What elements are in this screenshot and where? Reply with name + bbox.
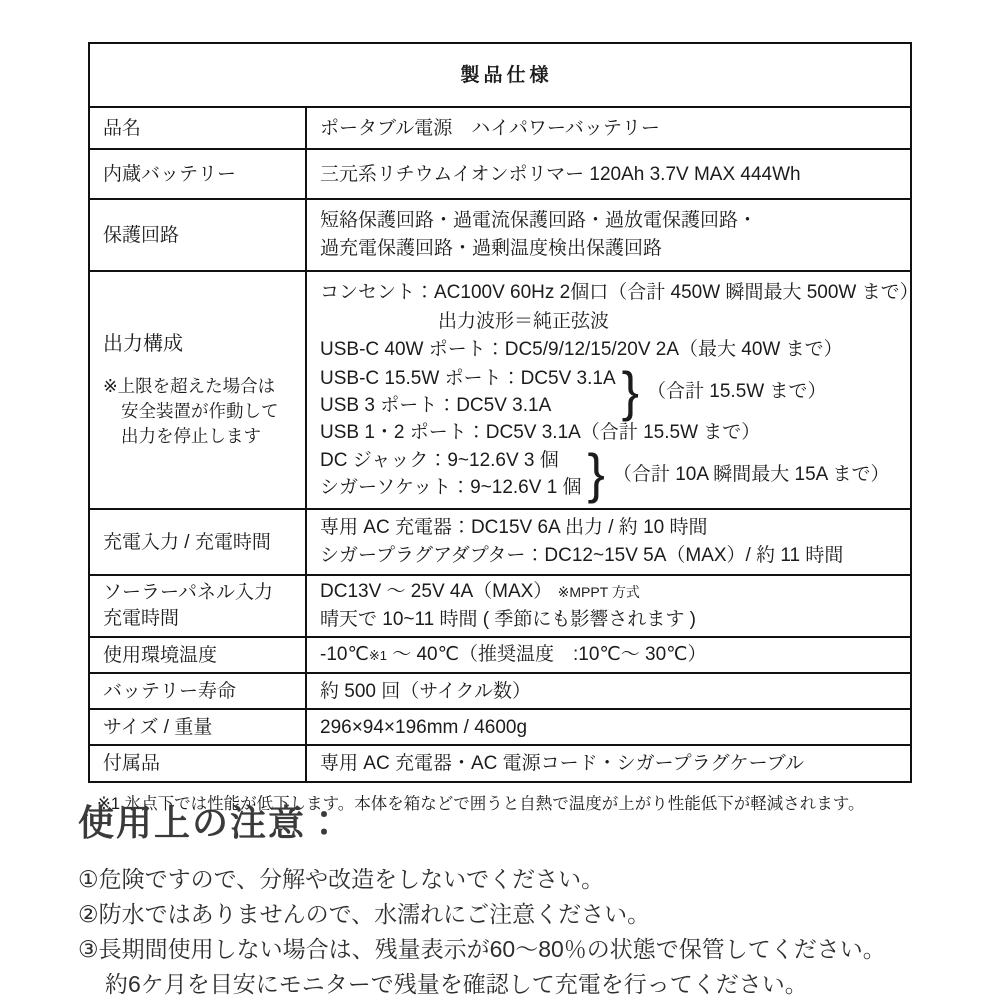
- spec-table-container: [88, 42, 919, 814]
- value-line: 専用 AC 充電器・AC 電源コード・シガープラグケーブル: [320, 753, 804, 774]
- row-value-product-name: [306, 107, 911, 149]
- brace-glyph: }: [621, 361, 640, 422]
- output-label: 出力構成: [103, 333, 183, 355]
- value-line: 短絡保護回路・過電流保護回路・過放電保護回路・: [320, 210, 758, 231]
- spec-row-battery-life: [89, 673, 911, 709]
- row-label-charge-input: 充電入力 / 充電時間: [89, 509, 306, 575]
- row-label-output: [89, 271, 306, 509]
- value-line: シガープラグアダプター：DC12~15V 5A（MAX）/ 約 11 時間: [320, 545, 844, 566]
- row-value-temperature: [306, 637, 911, 673]
- spec-row-charge-input: [89, 509, 911, 575]
- dc-brace-group: [320, 443, 910, 505]
- value-line-usb3: USB 3 ポート：DC5V 3.1A: [320, 394, 552, 416]
- value-line-usb12: USB 1・2 ポート：DC5V 3.1A（合計 15.5W まで）: [320, 421, 761, 443]
- row-value-battery: [306, 149, 911, 199]
- temp-low: -10℃: [320, 644, 369, 665]
- spec-row-protection: [89, 199, 911, 271]
- spec-row-output: [89, 271, 911, 509]
- caution-item-1: ①危険ですので、分解や改造をしないでください。: [78, 866, 605, 892]
- solar-spec: DC13V ～ 25V 4A（MAX）: [320, 581, 553, 602]
- label-line: 充電時間: [103, 608, 180, 629]
- row-label-product-name: 品名: [89, 107, 306, 149]
- caution-section: [78, 795, 958, 1000]
- row-label-temperature: 使用環境温度: [89, 637, 306, 673]
- value-line-dcjack: DC ジャック：9~12.6V 3 個: [320, 450, 559, 471]
- row-label-accessories: 付属品: [89, 745, 306, 782]
- note-line: 安全装置が作動して: [121, 401, 279, 421]
- temp-rest: ～ 40℃（推奨温度 :10℃～ 30℃）: [386, 644, 707, 665]
- spec-row-size-weight: [89, 709, 911, 745]
- output-limit-note: [103, 374, 305, 449]
- value-line-usbc40: USB-C 40W ポート：DC5/9/12/15/20V 2A（最大 40W まで）: [320, 339, 843, 360]
- spec-row-battery: [89, 149, 911, 199]
- spec-row-accessories: [89, 745, 911, 782]
- dc-group-total: （合計 10A 瞬間最大 15A まで）: [612, 463, 890, 485]
- row-value-accessories: [306, 745, 911, 782]
- value-line: 三元系リチウムイオンポリマー 120Ah 3.7V MAX 444Wh: [320, 163, 801, 185]
- value-line-temperature: [320, 641, 910, 669]
- table-footnote: ※1 氷点下では性能が低下します。本体を箱などで囲うと自熱で温度が上がり性能低下が軽減されます。: [97, 795, 865, 813]
- row-value-output: [306, 271, 919, 509]
- row-label-solar: [89, 575, 306, 637]
- row-value-solar: [306, 575, 911, 637]
- value-line-outlet: コンセント：AC100V 60Hz 2個口（合計 450W 瞬間最大 500W まで）: [320, 282, 919, 303]
- usb-brace-lines: [320, 365, 616, 419]
- row-label-protection: 保護回路: [89, 199, 306, 271]
- row-value-battery-life: [306, 673, 911, 709]
- row-label-size-weight: サイズ / 重量: [89, 709, 306, 745]
- spec-table: [88, 42, 919, 783]
- value-line-usbc155: USB-C 15.5W ポート：DC5V 3.1A: [320, 367, 616, 389]
- row-label-battery: 内蔵バッテリー: [89, 149, 306, 199]
- brace-glyph: }: [587, 443, 605, 505]
- note-line: ※上限を超えた場合は: [103, 376, 276, 396]
- temp-footnote-marker: ※1: [368, 648, 387, 663]
- usb-brace-group: [320, 361, 910, 422]
- caution-heading: 使用上の注意：: [78, 802, 345, 843]
- spec-title-row: [89, 43, 911, 107]
- dc-brace-lines: [320, 447, 582, 501]
- value-line-solar-spec: [320, 578, 910, 606]
- value-line-cigar-socket: シガーソケット：9~12.6V 1 個: [320, 477, 582, 498]
- usb-group-total: （合計 15.5W まで）: [647, 381, 827, 402]
- value-line: 296×94×196mm / 4600g: [320, 716, 528, 738]
- row-value-protection: [306, 199, 911, 271]
- spec-title: 製品仕様: [89, 43, 911, 107]
- label-line: ソーラーパネル入力: [103, 582, 274, 603]
- value-line: ポータブル電源 ハイパワーバッテリー: [320, 117, 660, 139]
- row-value-charge-input: [306, 509, 911, 575]
- spec-row-temperature: [89, 637, 911, 673]
- caution-item-3: ③長期間使用しない場合は、残量表示が60～80％の状態で保管してください。: [78, 936, 886, 962]
- spec-row-product-name: [89, 107, 911, 149]
- value-line-solar-time: 晴天で 10~11 時間 ( 季節にも影響されます ): [320, 609, 697, 630]
- row-label-battery-life: バッテリー寿命: [89, 673, 306, 709]
- value-line: 過充電保護回路・過剰温度検出保護回路: [320, 238, 663, 259]
- value-line: 約 500 回（サイクル数）: [320, 680, 531, 702]
- value-line-waveform: 出力波形＝純正弦波: [438, 310, 610, 332]
- value-line: 専用 AC 充電器：DC15V 6A 出力 / 約 10 時間: [320, 517, 708, 538]
- row-value-size-weight: [306, 709, 911, 745]
- caution-item-3-continued: 約6ケ月を目安にモニターで残量を確認して充電を行ってください。: [105, 971, 808, 997]
- note-line: 出力を停止します: [121, 426, 261, 446]
- mppt-note: ※MPPT 方式: [557, 584, 640, 600]
- caution-item-2: ②防水ではありませんので、水濡れにご注意ください。: [78, 901, 651, 927]
- spec-row-solar: [89, 575, 911, 637]
